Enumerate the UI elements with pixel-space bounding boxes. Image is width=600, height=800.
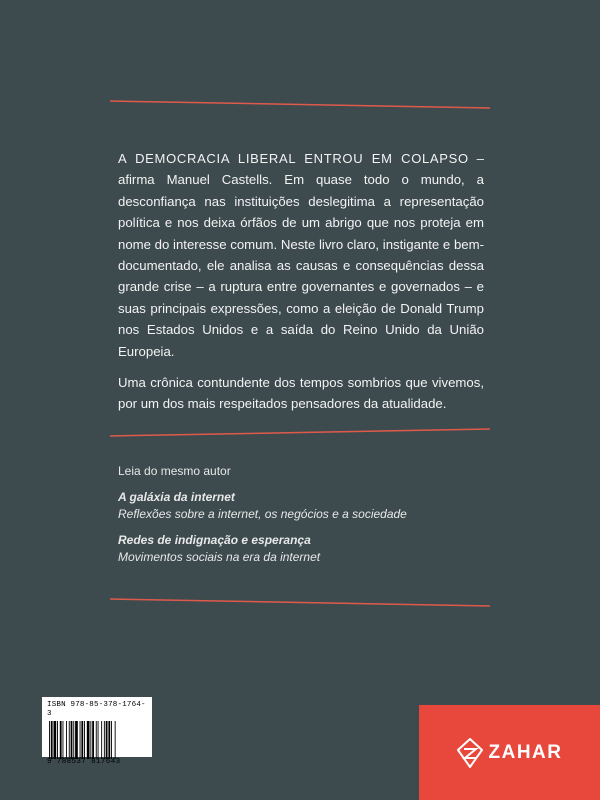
- back-cover-blurb: [118, 148, 484, 415]
- book-subtitle: Movimentos sociais na era da internet: [118, 550, 321, 564]
- divider-bottom: [110, 595, 490, 609]
- blurb-closing: Uma crônica contundente dos tempos sombrios que vivemos, por um dos mais respeitados pensadores da atualidade.: [118, 375, 484, 412]
- isbn-label: ISBN 978-85-378-1764-3: [47, 701, 146, 718]
- barcode-bar: [104, 721, 105, 759]
- isbn-barcode: [42, 697, 152, 766]
- barcode-bar: [96, 721, 97, 759]
- barcode-bar: [106, 721, 108, 759]
- divider-top: [110, 97, 490, 111]
- barcode-bar: [49, 721, 50, 759]
- barcode-bar: [115, 721, 116, 759]
- barcode-bar: [57, 721, 58, 759]
- divider-middle: [110, 425, 490, 439]
- barcode-bar: [69, 721, 70, 759]
- also-by-heading: Leia do mesmo autor: [118, 464, 231, 478]
- book-title: A galáxia da internet: [118, 490, 235, 504]
- barcode-bar: [101, 721, 102, 759]
- barcode-bar: [71, 721, 73, 759]
- barcode-bar: [80, 721, 81, 759]
- publisher-name: ZAHAR: [488, 741, 563, 763]
- barcode-bar: [63, 721, 64, 759]
- barcode-bars: [47, 721, 147, 759]
- book-title: Redes de indignação e esperança: [118, 533, 311, 547]
- barcode-bar: [108, 721, 110, 759]
- blurb-body: – afirma Manuel Castells. Em quase todo o mundo, a desconfiança nas instituições deslegitima a representação política e nos deixa órfãos de um abrigo que nos proteja em nome do interesse comum. Neste livro claro, instigante e bem-documentado, ele analisa as causas e consequências dessa grande crise – a ruptura entre governantes e governados – e suas principais expressões, como a eleição de Donald Trump nos Estados Unidos e a saída do Reino Unido da União Europeia.: [118, 151, 484, 359]
- publisher-logo-block: [419, 705, 600, 800]
- barcode-bar: [66, 721, 67, 759]
- book-entry: [118, 532, 498, 566]
- blurb-paragraph-main: [118, 148, 484, 362]
- barcode-bar: [81, 721, 83, 759]
- barcode-bar: [98, 721, 99, 759]
- book-entry: [118, 489, 498, 523]
- barcode-bar: [51, 721, 53, 759]
- barcode-bar: [111, 721, 112, 759]
- barcode-digits: 9 788537 817643: [47, 758, 121, 766]
- barcode-bar: [75, 721, 78, 759]
- blurb-lead: A DEMOCRACIA LIBERAL ENTROU EM COLAPSO: [118, 151, 469, 166]
- book-subtitle: Reflexões sobre a internet, os negócios e a sociedade: [118, 507, 407, 521]
- barcode-bar: [92, 721, 94, 759]
- barcode-bar: [84, 721, 85, 759]
- barcode-bar: [87, 721, 90, 759]
- also-by-author: [118, 463, 498, 575]
- barcode-bar: [73, 721, 74, 759]
- barcode-bar: [90, 721, 91, 759]
- barcode-bar: [60, 721, 62, 759]
- barcode-bar: [54, 721, 57, 759]
- publisher-emblem-icon: [457, 738, 483, 768]
